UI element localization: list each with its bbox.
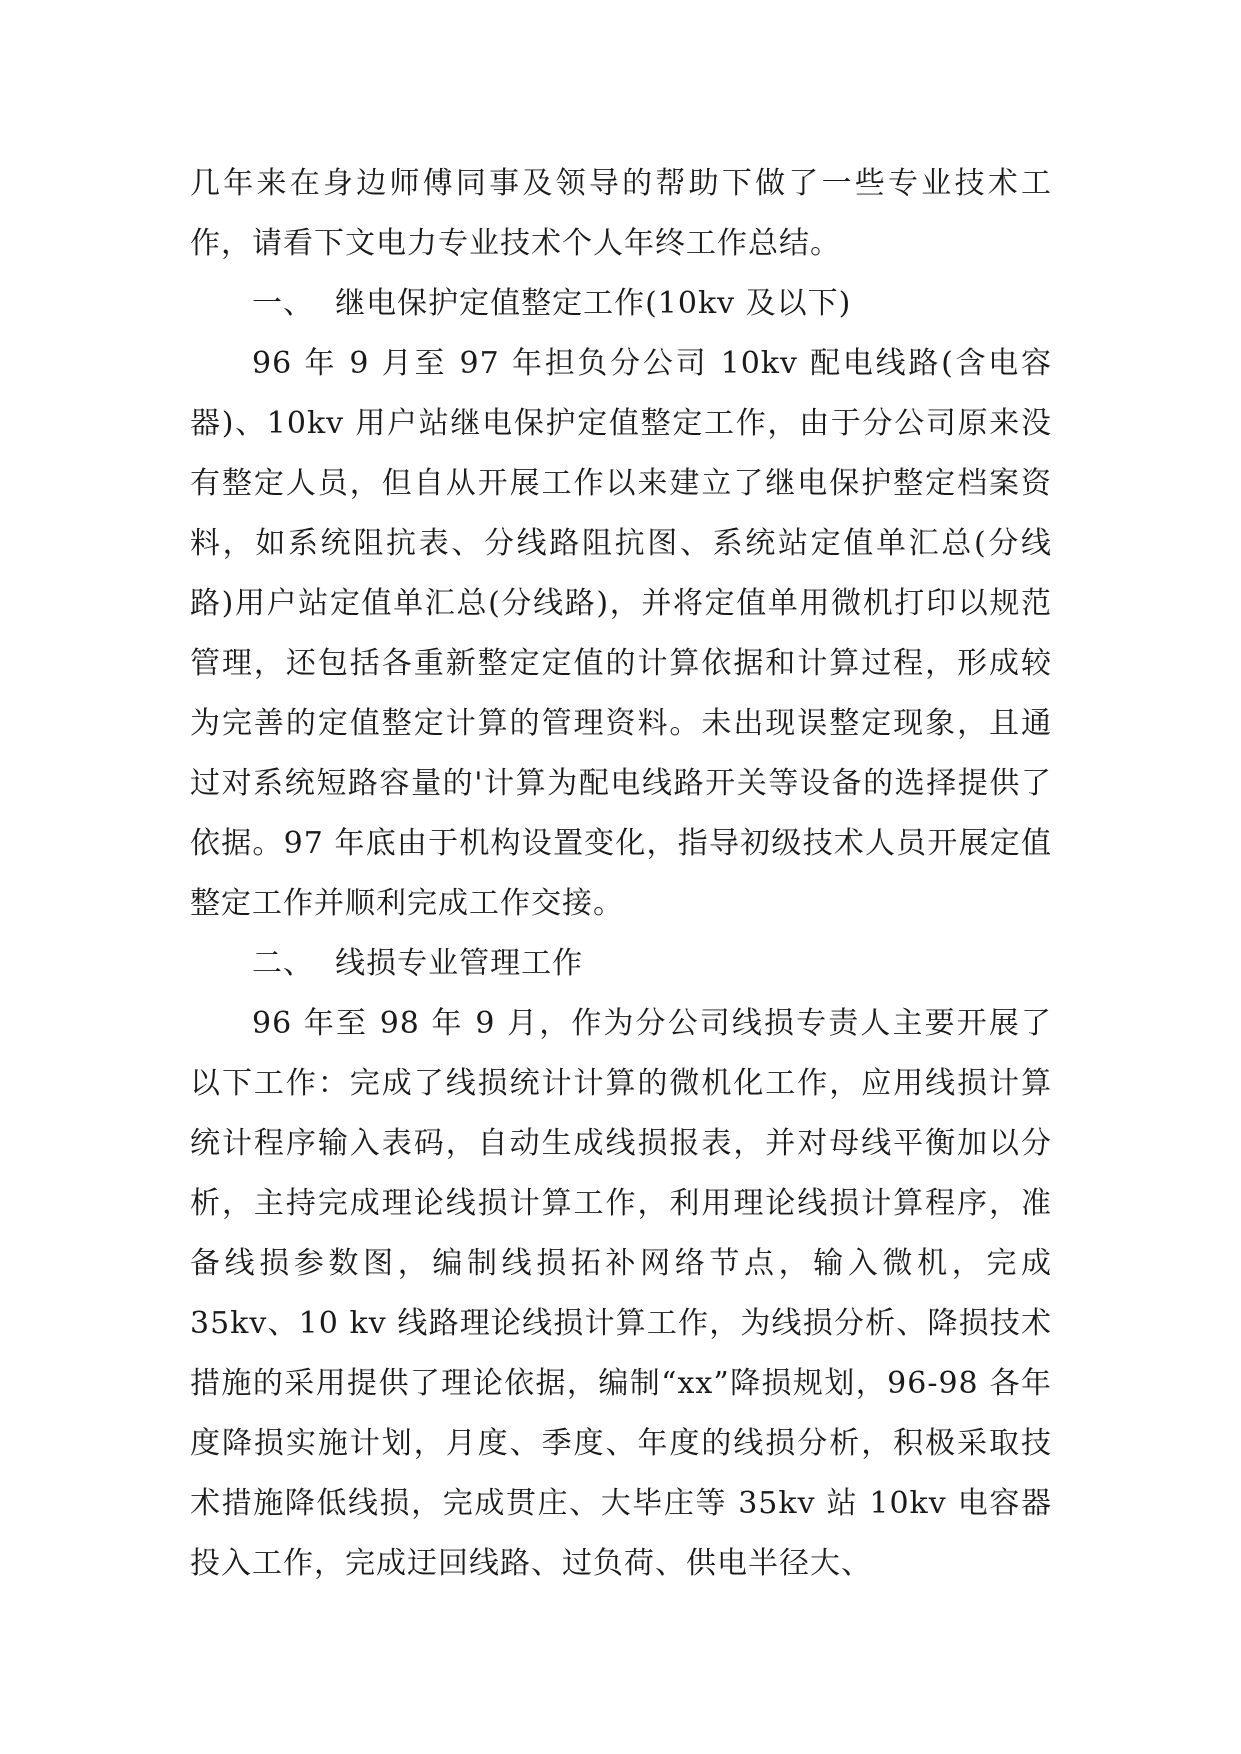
document-body bbox=[190, 154, 1052, 1594]
section-1-paragraph: 96 年 9 月至 97 年担负分公司 10kv 配电线路(含电容器)、10kv 用户站继电保护定值整定工作，由于分公司原来没有整定人员，但自从开展工作以来建立了继电保护整定档案资料，如系统阻抗表、分线路阻抗图、系统站定值单汇总(分线路)用户站定值单汇总(分线路)，并将定值单用微机打印以规范管理，还包括各重新整定定值的计算依据和计算过程，形成较为完善的定值整定计算的管理资料。未出现误整定现象，且通过对系统短路容量的'计算为配电线路开关等设备的选择提供了依据。97 年底由于机构设置变化，指导初级技术人员开展定值整定工作并顺利完成工作交接。 bbox=[190, 346, 1052, 921]
section-2-paragraph: 96 年至 98 年 9 月，作为分公司线损专责人主要开展了以下工作：完成了线损统计计算的微机化工作，应用线损计算统计程序输入表码，自动生成线损报表，并对母线平衡加以分析，主持完成理论线损计算工作，利用理论线损计算程序，准备线损参数图，编制线损拓补网络节点，输入微机，完成 35kv、10 kv 线路理论线损计算工作，为线损分析、降损技术措施的采用提供了理论依据，编制“xx”降损规划，96-98 各年度降损实施计划，月度、季度、年度的线损分析，积极采取技术措施降低线损，完成贯庄、大毕庄等 35kv 站 10kv 电容器投入工作，完成迂回线路、过负荷、供电半径大、 bbox=[190, 1006, 1052, 1581]
intro-paragraph: 几年来在身边师傅同事及领导的帮助下做了一些专业技术工作，请看下文电力专业技术个人年终工作总结。 bbox=[190, 166, 1052, 261]
section-2-heading: 二、 线损专业管理工作 bbox=[252, 946, 584, 981]
section-1-heading: 一、 继电保护定值整定工作(10kv 及以下) bbox=[252, 286, 852, 321]
